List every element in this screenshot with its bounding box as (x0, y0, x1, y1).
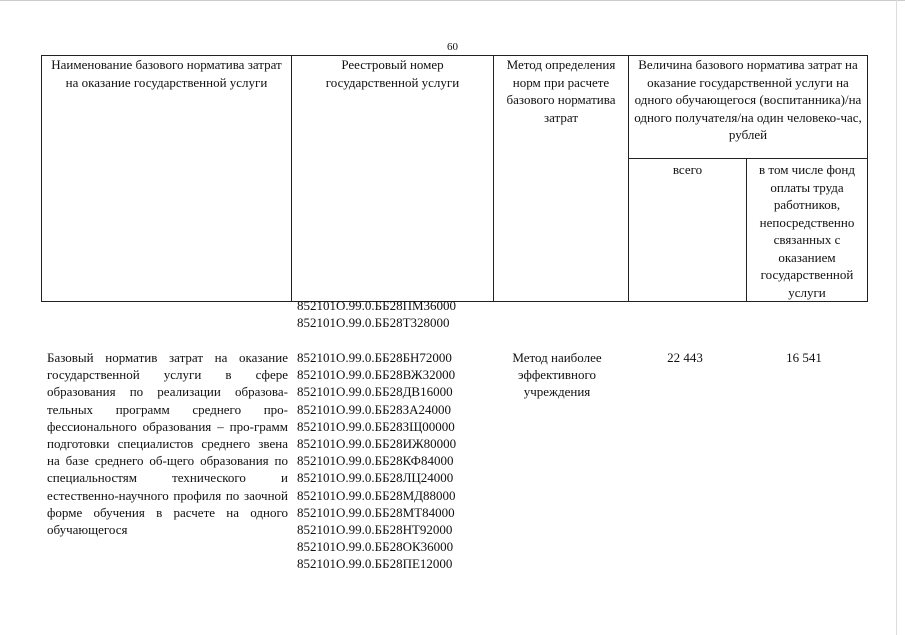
continuation-codes (297, 297, 456, 331)
page-number: 60 (447, 41, 458, 53)
registry-code: 852101О.99.0.ББ28МТ84000 (297, 504, 455, 520)
registry-code: 852101О.99.0.ББ28КФ84000 (297, 453, 454, 469)
registry-code: 852101О.99.0.ББ28ДВ16000 (297, 384, 453, 400)
header-total-column: всего (629, 159, 747, 302)
header-method-column: Метод определения норм при расчете базового норматива затрат (494, 56, 629, 302)
header-registry-column: Реестровый номер государственной услуги (292, 56, 494, 302)
header-value-column: Величина базового норматива затрат на оказание государственной услуги на одного обучающегося (воспитанника)/на одного получателя/на один человеко-час, рублей (629, 56, 868, 159)
registry-code: 852101О.99.0.ББ28ЛЦ24000 (297, 470, 454, 486)
registry-code: 852101О.99.0.ББ28ВЖ32000 (297, 367, 456, 383)
norm-name: Базовый норматив затрат на оказание государственной услуги в сфере образования по реализации образова-тельных программ среднего про-фессионального образования – про-грамм подготовки специалистов среднего звена на базе среднего об-щего образования по специальностям технического и естественно-научного профиля по заочной форме обучения в расчете на одного обучающегося (47, 350, 288, 538)
scan-right-edge (896, 0, 905, 635)
registry-code: 852101О.99.0.ББ28БН72000 (297, 350, 452, 365)
header-fund-column: в том числе фонд оплаты труда работников, непосредственно связанных с оказанием государственной услуги (747, 159, 868, 302)
fund-value: 16 541 (786, 350, 822, 365)
registry-code: 852101О.99.0.ББ28ИЖ80000 (297, 436, 457, 452)
row-codes (297, 349, 456, 573)
registry-code: 852101О.99.0.ББ28ЗЩ00000 (297, 418, 455, 434)
total-value: 22 443 (667, 350, 703, 365)
registry-code: 852101О.99.0.ББ28МД88000 (297, 487, 456, 503)
registry-code: 852101О.99.0.ББ28ЗА24000 (297, 401, 451, 417)
method-value: Метод наиболее эффективного учреждения (512, 350, 602, 400)
header-name-column: Наименование базового норматива затрат на оказание государственной услуги (42, 56, 292, 302)
scan-top-edge (0, 0, 905, 1)
registry-code: 852101О.99.0.ББ28ПМ36000 (297, 298, 457, 313)
registry-code: 852101О.99.0.ББ28Т328000 (297, 315, 450, 331)
registry-code: 852101О.99.0.ББ28ОК36000 (297, 539, 454, 555)
registry-code: 852101О.99.0.ББ28ПЕ12000 (297, 556, 453, 572)
header-table (41, 55, 868, 302)
registry-code: 852101О.99.0.ББ28НТ92000 (297, 522, 453, 538)
